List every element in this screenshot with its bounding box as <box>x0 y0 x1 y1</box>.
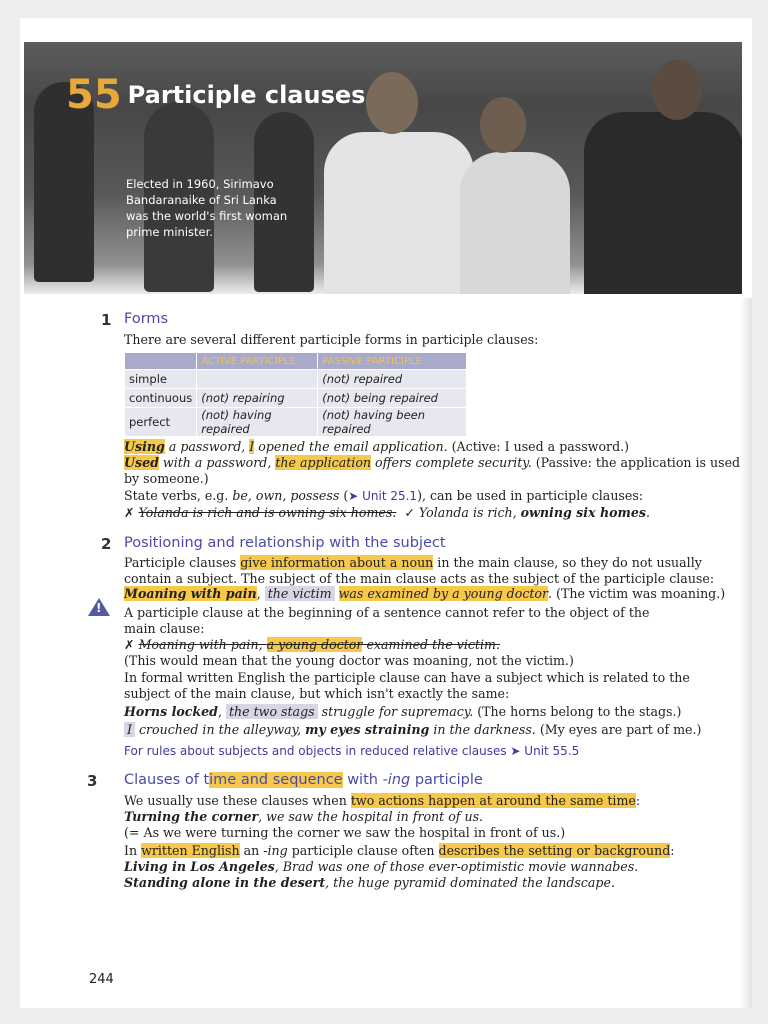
section-1-title: Forms <box>124 311 169 327</box>
section-2-number: 2 <box>101 535 112 553</box>
state-verbs-examples: ✗ Yolanda is rich and is owning six homes. ✓ Yolanda is rich, owning six homes. <box>124 505 650 520</box>
section-3-number: 3 <box>87 772 98 790</box>
example-active: Using a password, I opened the email application. (Active: I used a password.) <box>124 439 630 454</box>
unit-heading <box>66 72 365 118</box>
example-victim: Moaning with pain, the victim was examined by a young doctor. (The victim was moaning.) <box>124 586 726 601</box>
table-row: simple (not) repaired <box>125 370 467 389</box>
page-edge-shadow <box>740 298 752 1008</box>
example-alleyway: I crouched in the alleyway, my eyes straining in the darkness. (My eyes are part of me.) <box>124 722 701 738</box>
example-passive: Used with a password, the application offers complete security. (Passive: the application is used <box>124 455 741 470</box>
wrong-example: ✗ Moaning with pain, a young doctor examined the victim. <box>124 637 500 652</box>
example-passive-cont: by someone.) <box>124 471 209 486</box>
col-active-header: ACTIVE PARTICIPLE <box>197 353 318 370</box>
unit-link[interactable]: ➤ Unit 25.1 <box>348 489 418 503</box>
table-row: continuous (not) repairing (not) being repaired <box>125 389 467 408</box>
col-passive-header: PASSIVE PARTICIPLE <box>318 353 467 370</box>
example-stags: Horns locked, the two stags struggle for supremacy. (The horns belong to the stags.) <box>124 704 682 719</box>
reduced-relative-link[interactable]: For rules about subjects and objects in reduced relative clauses ➤ Unit 55.5 <box>124 744 580 758</box>
section-1-number: 1 <box>101 311 112 329</box>
photo-caption: Elected in 1960, Sirimavo Bandaranaike of Sri Lanka was the world's first woman prime minister. <box>126 177 288 239</box>
state-verbs-note: State verbs, e.g. be, own, possess (➤ Unit 25.1), can be used in participle clauses: <box>124 488 644 503</box>
section-3-title: Clauses of time and sequence with -ing participle <box>124 772 483 788</box>
table-row: perfect (not) having repaired (not) having been repaired <box>125 408 467 437</box>
section-1-intro: There are several different participle forms in participle clauses: <box>124 332 539 347</box>
unit-number: 55 <box>66 72 122 118</box>
participle-forms-table <box>124 352 467 437</box>
unit-title: Participle clauses <box>127 81 366 109</box>
section-2-title: Positioning and relationship with the subject <box>124 535 446 551</box>
page-number: 244 <box>89 972 114 987</box>
